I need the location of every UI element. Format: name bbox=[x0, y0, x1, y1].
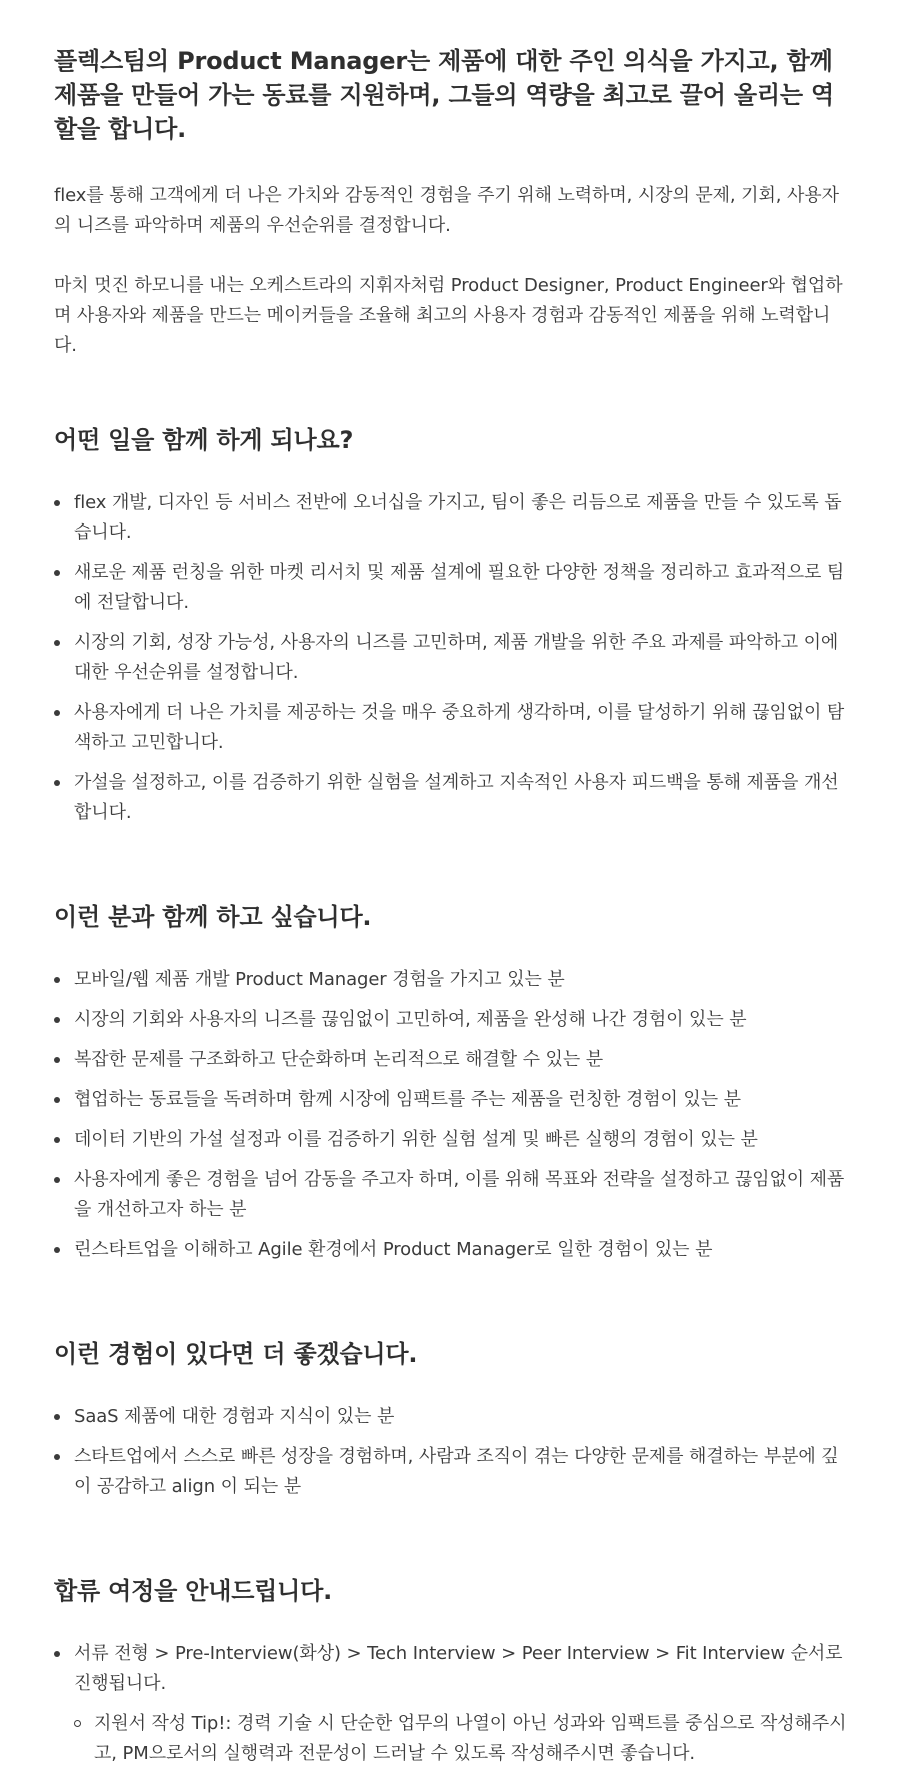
list-item: 시장의 기회와 사용자의 니즈를 끊임없이 고민하여, 제품을 완성해 나간 경험이 있는 분 bbox=[54, 1005, 852, 1035]
hiring-process-sublist bbox=[74, 1709, 852, 1769]
list-item: 모바일/웹 제품 개발 Product Manager 경험을 가지고 있는 분 bbox=[54, 965, 852, 995]
list-item bbox=[54, 1639, 852, 1769]
list-item: 스타트업에서 스스로 빠른 성장을 경험하며, 사람과 조직이 겪는 다양한 문제를 해결하는 부분에 깊이 공감하고 align 이 되는 분 bbox=[54, 1442, 852, 1502]
list-item: 협업하는 동료들을 독려하며 함께 시장에 임팩트를 주는 제품을 런칭한 경험이 있는 분 bbox=[54, 1085, 852, 1115]
list-item: 사용자에게 더 나은 가치를 제공하는 것을 매우 중요하게 생각하며, 이를 달성하기 위해 끊임없이 탐색하고 고민합니다. bbox=[54, 698, 852, 758]
qualifications-list bbox=[54, 965, 852, 1265]
preferred-list bbox=[54, 1402, 852, 1502]
list-item: SaaS 제품에 대한 경험과 지식이 있는 분 bbox=[54, 1402, 852, 1432]
hiring-process-list bbox=[54, 1639, 852, 1769]
list-item: 가설을 설정하고, 이를 검증하기 위한 실험을 설계하고 지속적인 사용자 피드백을 통해 제품을 개선합니다. bbox=[54, 768, 852, 828]
list-item: 데이터 기반의 가설 설정과 이를 검증하기 위한 실험 설계 및 빠른 실행의 경험이 있는 분 bbox=[54, 1125, 852, 1155]
intro-paragraph: flex를 통해 고객에게 더 나은 가치와 감동적인 경험을 주기 위해 노력하며, 시장의 문제, 기회, 사용자의 니즈를 파악하며 제품의 우선순위를 결정합니다. bbox=[54, 185, 839, 236]
sublist-item: 지원서 작성 Tip!: 경력 기술 시 단순한 업무의 나열이 아닌 성과와 임팩트를 중심으로 작성해주시고, PM으로서의 실행력과 전문성이 드러날 수 있도록 작성해주시면 좋습니다. bbox=[74, 1709, 852, 1769]
intro-paragraph: 마치 멋진 하모니를 내는 오케스트라의 지휘자처럼 Product Designer, Product Engineer와 협업하며 사용자와 제품을 만드는 메이커들을 조율해 최고의 사용자 경험과 감동적인 제품을 위해 노력합니다. bbox=[54, 275, 843, 356]
intro-block bbox=[54, 44, 852, 361]
section-title-responsibilities: 어떤 일을 함께 하게 되나요? bbox=[54, 426, 354, 454]
intro-heading: 플렉스팀의 Product Manager는 제품에 대한 주인 의식을 가지고, 함께 제품을 만들어 가는 동료를 지원하며, 그들의 역량을 최고로 끌어 올리는 역할을 합니다. bbox=[54, 47, 834, 143]
list-item: 시장의 기회, 성장 가능성, 사용자의 니즈를 고민하며, 제품 개발을 위한 주요 과제를 파악하고 이에 대한 우선순위를 설정합니다. bbox=[54, 628, 852, 688]
list-item: 린스타트업을 이해하고 Agile 환경에서 Product Manager로 일한 경험이 있는 분 bbox=[54, 1235, 852, 1265]
responsibilities-list bbox=[54, 488, 852, 828]
section-title-qualifications: 이런 분과 함께 하고 싶습니다. bbox=[54, 903, 372, 931]
list-item: flex 개발, 디자인 등 서비스 전반에 오너십을 가지고, 팀이 좋은 리듬으로 제품을 만들 수 있도록 돕습니다. bbox=[54, 488, 852, 548]
section-title-hiring-process: 합류 여정을 안내드립니다. bbox=[54, 1577, 333, 1605]
list-item-text: 서류 전형 > Pre-Interview(화상) > Tech Interview > Peer Interview > Fit Interview 순서로 진행됩니다. bbox=[74, 1643, 843, 1694]
list-item: 복잡한 문제를 구조화하고 단순화하며 논리적으로 해결할 수 있는 분 bbox=[54, 1045, 852, 1075]
list-item: 새로운 제품 런칭을 위한 마켓 리서치 및 제품 설계에 필요한 다양한 정책을 정리하고 효과적으로 팀에 전달합니다. bbox=[54, 558, 852, 618]
list-item: 사용자에게 좋은 경험을 넘어 감동을 주고자 하며, 이를 위해 목표와 전략을 설정하고 끊임없이 제품을 개선하고자 하는 분 bbox=[54, 1165, 852, 1225]
section-title-preferred: 이런 경험이 있다면 더 좋겠습니다. bbox=[54, 1340, 418, 1368]
